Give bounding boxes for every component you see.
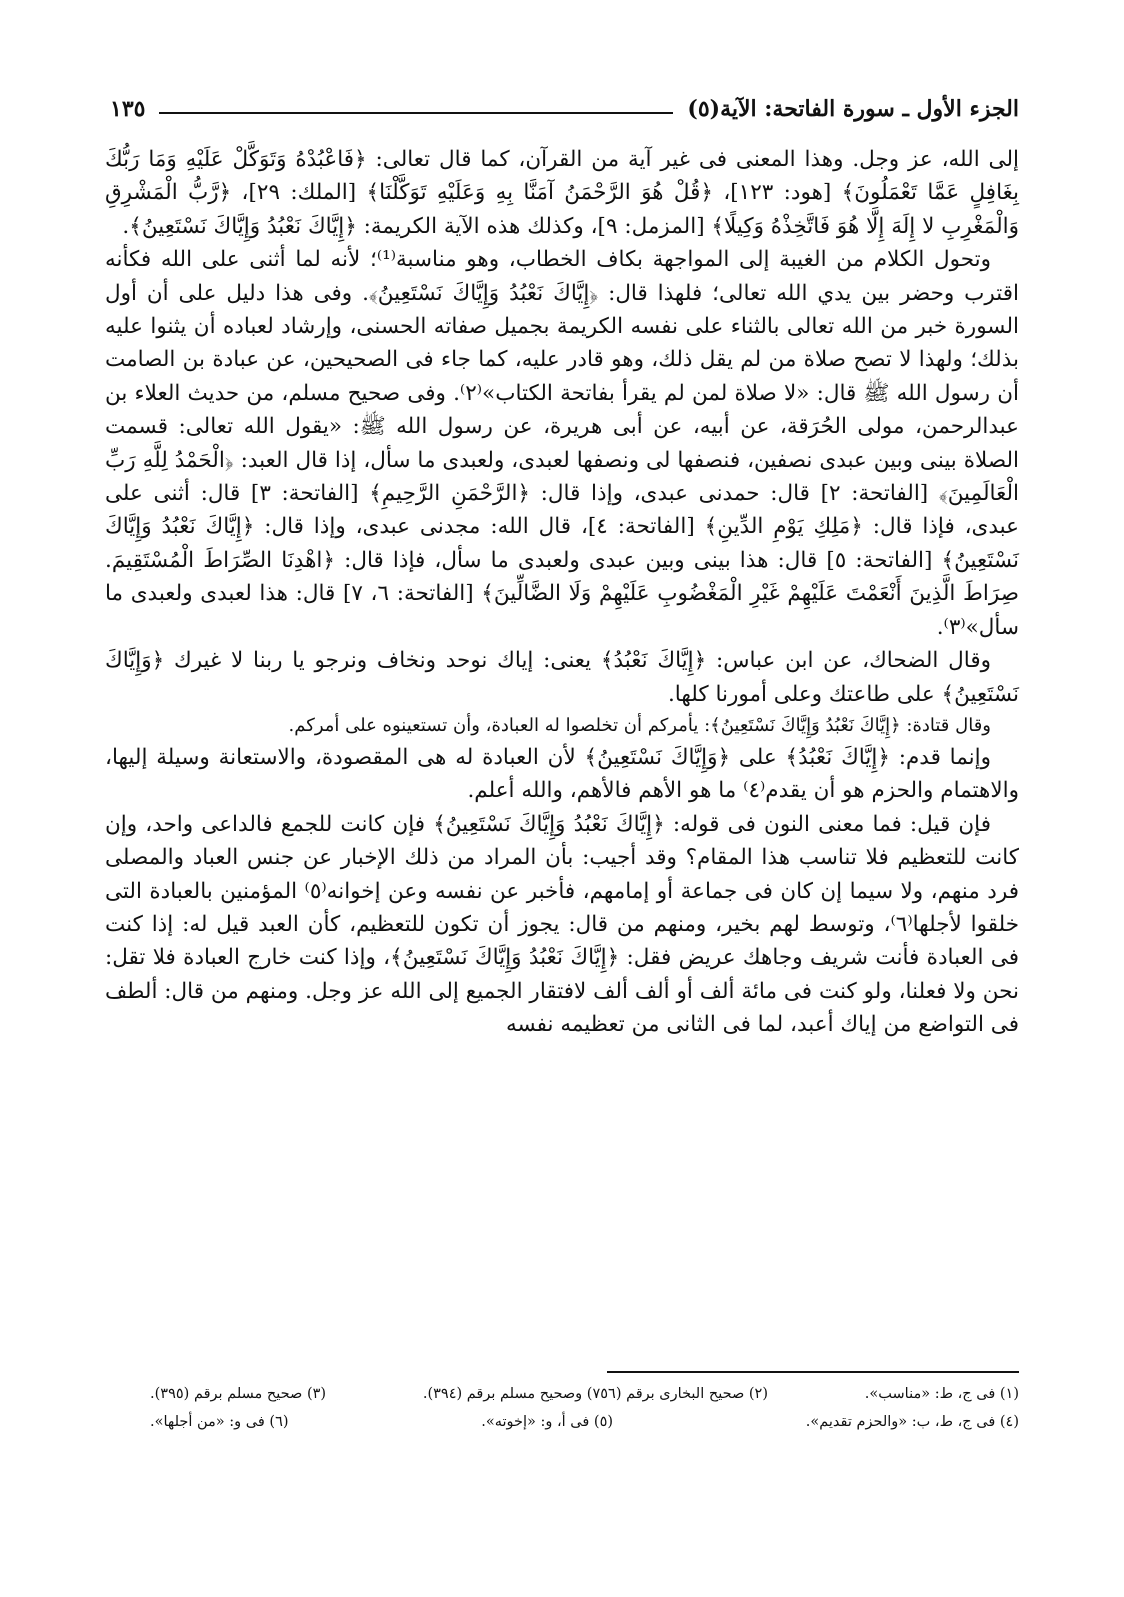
footnote-2: (٢) صحيح البخارى برقم (٧٥٦) وصحيح مسلم برقم (٣٩٤). bbox=[422, 1386, 769, 1402]
footnote-1: (١) فى ج، ط: «مناسب». bbox=[864, 1386, 1019, 1402]
footnotes bbox=[150, 1380, 1019, 1436]
footnote-4: (٤) فى ج، ط، ب: «والحزم تقديم». bbox=[805, 1414, 1019, 1430]
page-header bbox=[110, 82, 1019, 122]
header-rule bbox=[159, 112, 673, 114]
paragraph-4: وقال قتادة: ﴿إِيَّاكَ نَعْبُدُ وَإِيَّاكَ نَسْتَعِينُ﴾: يأمركم أن تخلصوا له العبادة، وأن تستعينوه على أمركم. bbox=[288, 714, 991, 736]
footnote-row-1 bbox=[150, 1380, 1019, 1408]
paragraph-6: فإن قيل: فما معنى النون فى قوله: ﴿إِيَّاكَ نَعْبُدُ وَإِيَّاكَ نَسْتَعِينُ﴾ فإن كانت للجمع فالداعى واحد، وإن كانت للتعظيم فلا تناسب هذا المقام؟ وقد أجيب: بأن المراد من ذلك الإخبار عن جنس العباد والمصلى فرد منهم، ولا سيما إن كان فى جماعة أو إمامهم، فأخبر عن نفسه وعن إخوانه⁽٥⁾ المؤمنين بالعبادة التى خلقوا لأجلها⁽٦⁾، وتوسط لهم بخير، ومنهم من قال: يجوز أن تكون للتعظيم، كأن العبد قيل له: إذا كنت فى العبادة فأنت شريف وجاهك عريض فقل: ﴿إِيَّاكَ نَعْبُدُ وَإِيَّاكَ نَسْتَعِينُ﴾، وإذا كنت خارج العبادة فلا تقل: نحن ولا فعلنا، ولو كنت فى مائة ألف أو ألف ألف لافتقار الجميع إلى الله عز وجل. ومنهم من قال: ألطف فى التواضع من إياك أعبد، لما فى الثانى من تعظيمه نفسه bbox=[105, 811, 1019, 1038]
paragraph-2: وتحول الكلام من الغيبة إلى المواجهة بكاف الخطاب، وهو مناسبة⁽¹⁾؛ لأنه لما أثنى على الله فكأنه اقترب وحضر بين يدي الله تعالى؛ فلهذا قال: ﴿إِيَّاكَ نَعْبُدُ وَإِيَّاكَ نَسْتَعِينُ﴾. وفى هذا دليل على أن أول السورة خبر من الله تعالى بالثناء على نفسه الكريمة بجميل صفاته الحسنى، وإرشاد لعباده أن يثنوا عليه بذلك؛ ولهذا لا تصح صلاة من لم يقل ذلك، وهو قادر عليه، كما جاء فى الصحيحين، عن عبادة بن الصامت أن رسول الله ﷺ قال: «لا صلاة لمن لم يقرأ بفاتحة الكتاب»⁽٢⁾. وفى صحيح مسلم، من حديث العلاء بن عبدالرحمن، مولى الحُرَقة، عن أبيه، عن أبى هريرة، عن رسول الله ﷺ: «يقول الله تعالى: قسمت الصلاة بينى وبين عبدى نصفين، فنصفها لى ونصفها لعبدى، ولعبدى ما سأل، إذا قال العبد: ﴿الْحَمْدُ لِلَّهِ رَبِّ الْعَالَمِينَ﴾ [الفاتحة: ٢] قال: حمدنى عبدى، وإذا قال: ﴿الرَّحْمَنِ الرَّحِيمِ﴾ [الفاتحة: ٣] قال: أثنى على عبدى، فإذا قال: ﴿مَلِكِ يَوْمِ الدِّينِ﴾ [الفاتحة: ٤]، قال الله: مجدنى عبدى، وإذا قال: ﴿إِيَّاكَ نَعْبُدُ وَإِيَّاكَ نَسْتَعِينُ﴾ [الفاتحة: ٥] قال: هذا بينى وبين عبدى ولعبدى ما سأل، فإذا قال: ﴿اهْدِنَا الصِّرَاطَ الْمُسْتَقِيمَ. صِرَاطَ الَّذِينَ أَنْعَمْتَ عَلَيْهِمْ غَيْرِ الْمَغْضُوبِ عَلَيْهِمْ وَلَا الضَّالِّينَ﴾ [الفاتحة: ٦، ٧] قال: هذا لعبدى ولعبدى ما سأل»⁽٣⁾. bbox=[105, 247, 1019, 640]
paragraph-1: إلى الله، عز وجل. وهذا المعنى فى غير آية من القرآن، كما قال تعالى: ﴿فَاعْبُدْهُ وَتَوَكَّلْ عَلَيْهِ وَمَا رَبُّكَ بِغَافِلٍ عَمَّا تَعْمَلُونَ﴾ [هود: ١٢٣]، ﴿قُلْ هُوَ الرَّحْمَنُ آمَنَّا بِهِ وَعَلَيْهِ تَوَكَّلْنَا﴾ [الملك: ٢٩]، ﴿رَّبُّ الْمَشْرِقِ وَالْمَغْرِبِ لا إِلَهَ إِلَّا هُوَ فَاتَّخِذْهُ وَكِيلًا﴾ [المزمل: ٩]، وكذلك هذه الآية الكريمة: ﴿إِيَّاكَ نَعْبُدُ وَإِيَّاكَ نَسْتَعِينُ﴾. bbox=[105, 147, 1019, 239]
page-number: ١٣٥ bbox=[110, 96, 146, 122]
footnote-5: (٥) فى أ، و: «إخوته». bbox=[481, 1414, 614, 1430]
paragraph-3: وقال الضحاك، عن ابن عباس: ﴿إِيَّاكَ نَعْبُدُ﴾ يعنى: إياك نوحد ونخاف ونرجو يا ربنا لا غيرك ﴿وَإِيَّاكَ نَسْتَعِينُ﴾ على طاعتك وعلى أمورنا كلها. bbox=[105, 648, 1019, 707]
running-title: الجزء الأول ـ سورة الفاتحة: الآية(٥) bbox=[687, 96, 1019, 122]
footnote-row-2 bbox=[150, 1408, 1019, 1436]
main-text bbox=[105, 143, 1019, 1042]
footnote-6: (٦) فى و: «من أجلها». bbox=[150, 1414, 289, 1430]
footnote-separator bbox=[607, 1371, 1019, 1373]
paragraph-5: وإنما قدم: ﴿إِيَّاكَ نَعْبُدُ﴾ على ﴿وَإِيَّاكَ نَسْتَعِينُ﴾ لأن العبادة له هى المقصودة، والاستعانة وسيلة إليها، والاهتمام والحزم هو أن يقدم⁽٤⁾ ما هو الأهم فالأهم، والله أعلم. bbox=[105, 744, 1019, 804]
footnote-3: (٣) صحيح مسلم برقم (٣٩٥). bbox=[150, 1386, 327, 1402]
